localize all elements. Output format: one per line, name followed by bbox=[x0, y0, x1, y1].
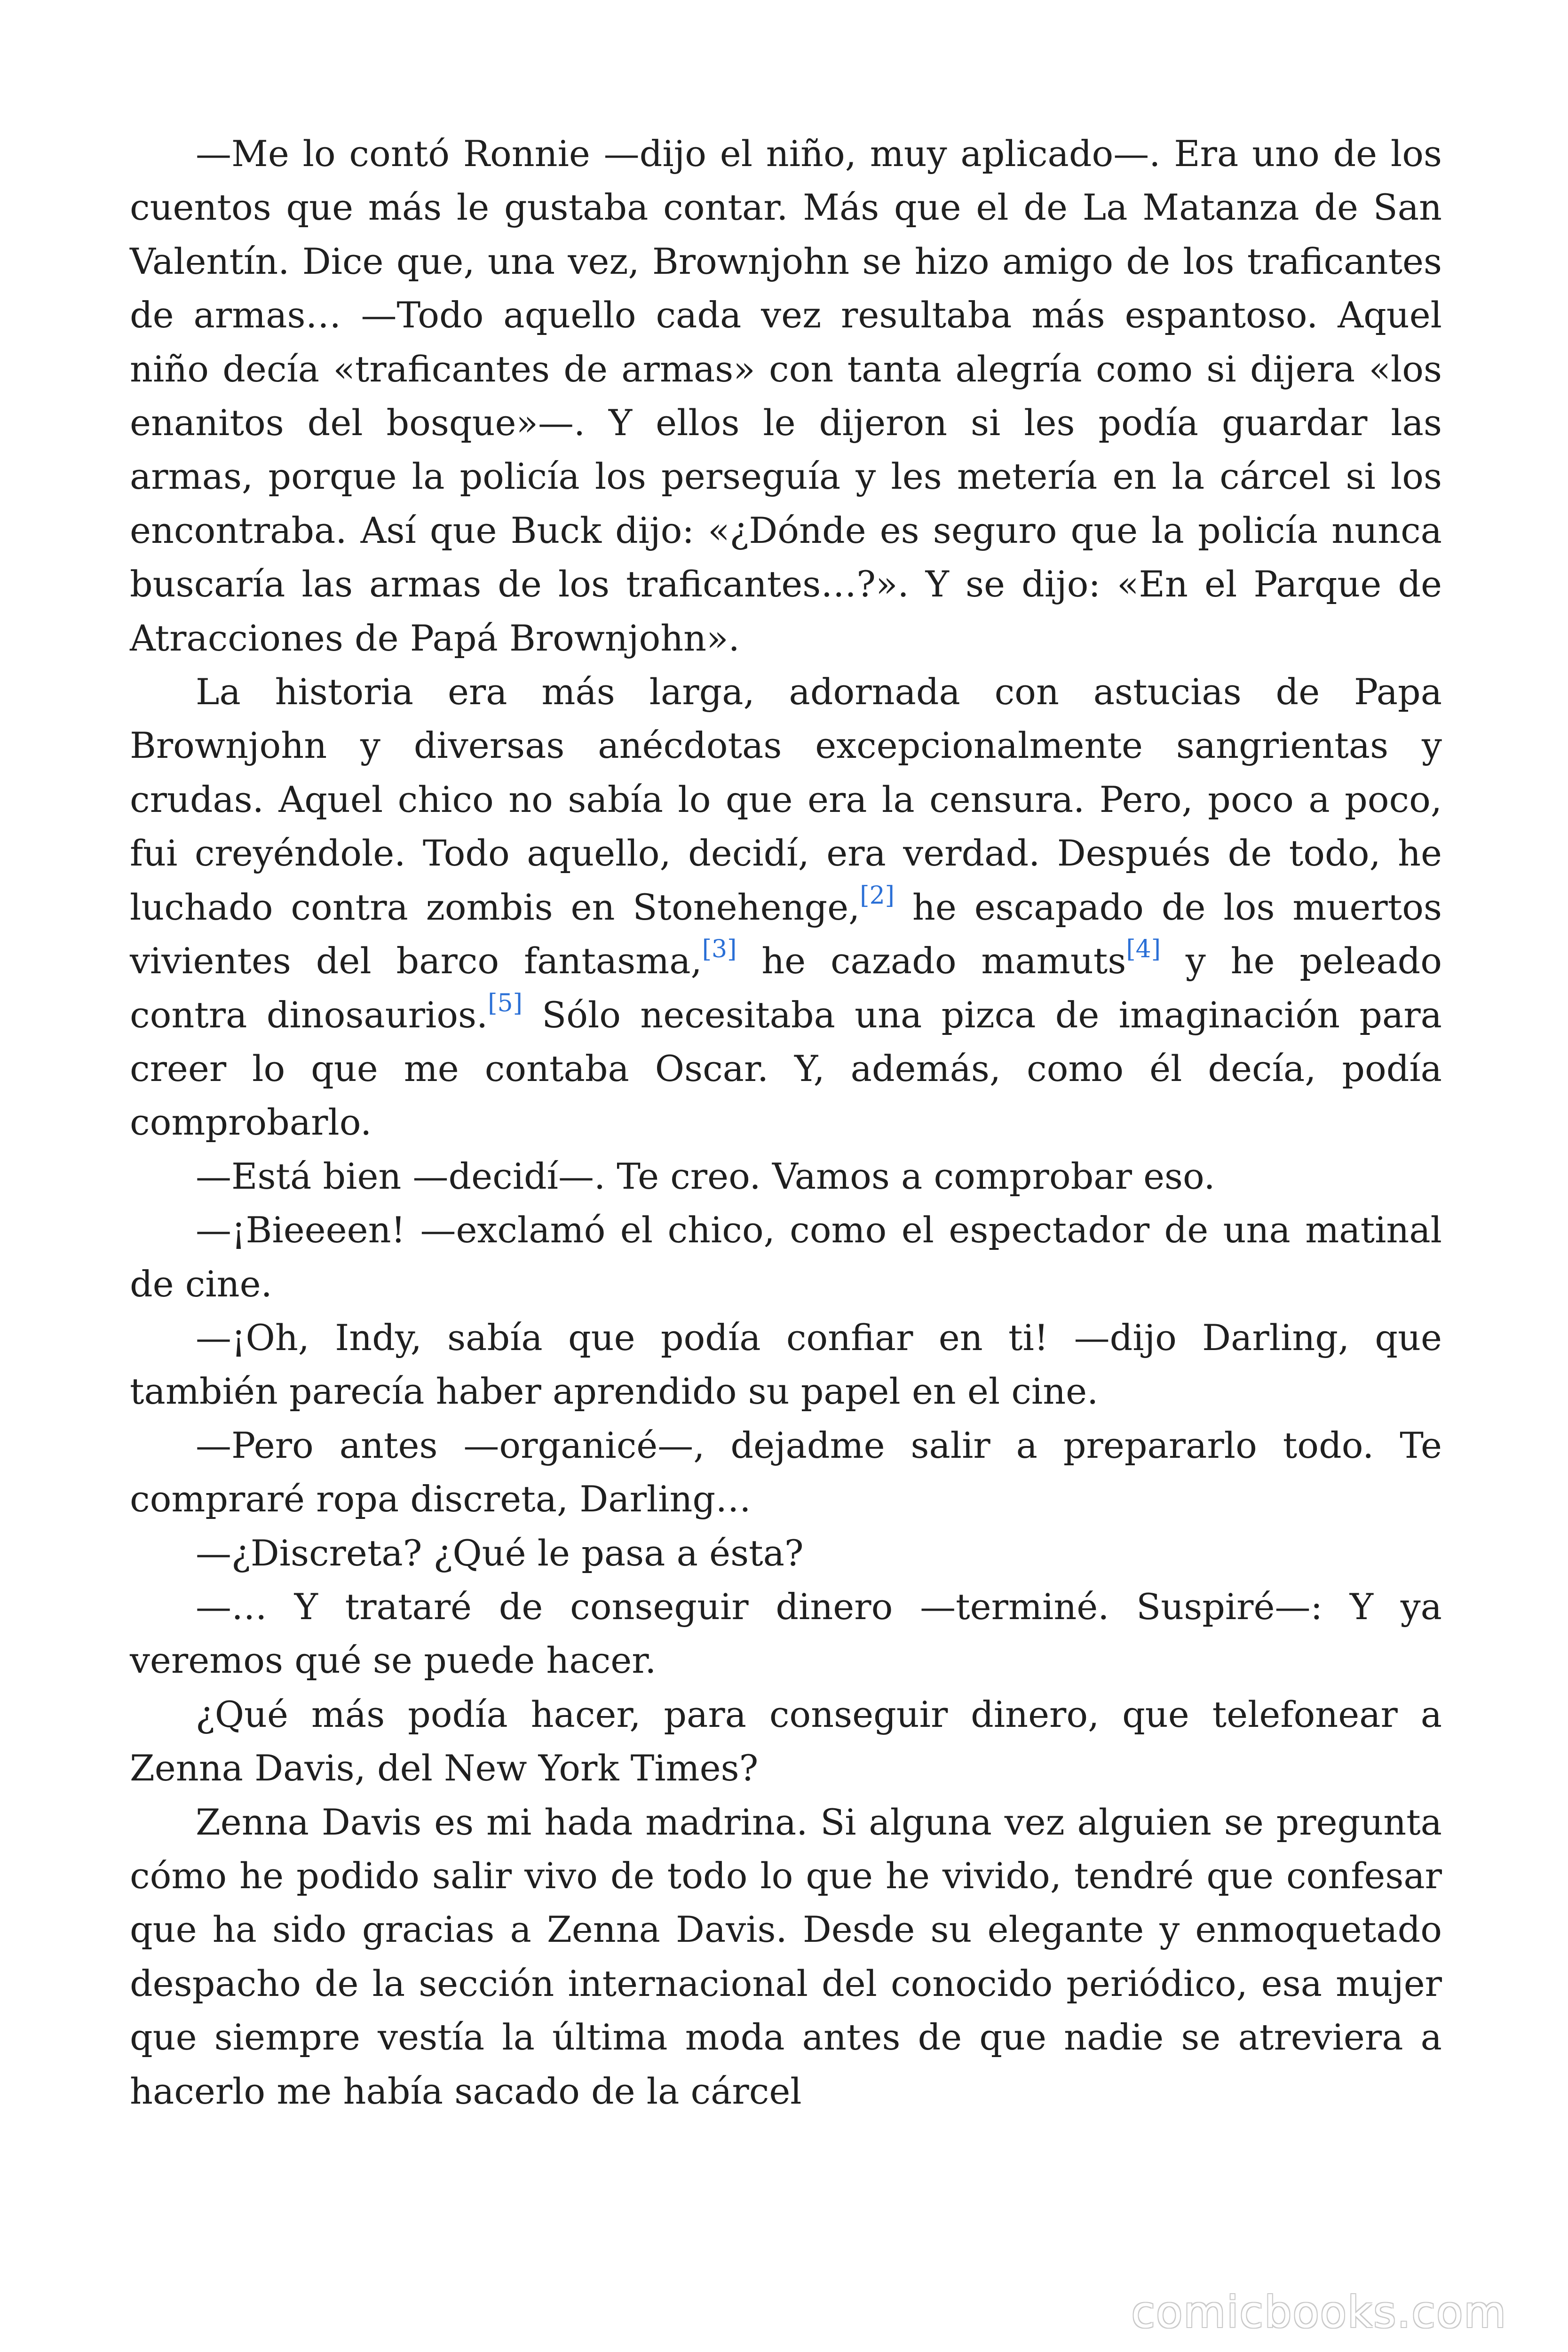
paragraph-text: —¡Bieeeen! —exclamó el chico, como el espectador de una matinal de cine. bbox=[130, 1209, 1442, 1305]
paragraph-2 bbox=[130, 665, 1442, 1150]
paragraph-4 bbox=[130, 1203, 1442, 1311]
footnote-link-5[interactable]: [5] bbox=[488, 989, 523, 1017]
paragraph-text: he escapado de los muertos vivientes del barco fantasma, bbox=[130, 886, 1442, 982]
paragraph-1 bbox=[130, 127, 1442, 665]
paragraph-3 bbox=[130, 1150, 1442, 1203]
paragraph-text: —¡Oh, Indy, sabía que podía confiar en ti! —dijo Darling, que también parecía haber aprendido su papel en el cine. bbox=[130, 1316, 1442, 1413]
watermark-text: comicbooks.com bbox=[1131, 2287, 1507, 2337]
paragraph-text: —Pero antes —organicé—, dejadme salir a prepararlo todo. Te compraré ropa discreta, Darling… bbox=[130, 1424, 1442, 1520]
paragraph-5 bbox=[130, 1311, 1442, 1419]
paragraph-text: La historia era más larga, adornada con astucias de Papa Brownjohn y diversas anécdotas excepcionalmente sangrientas y crudas. Aquel chico no sabía lo que era la censura. Pero, poco a poco, fui creyéndole. Todo aquello, decidí, era verdad. Después de todo, he luchado contra zombis en Stonehenge, bbox=[130, 671, 1442, 928]
footnote-link-3[interactable]: [3] bbox=[702, 935, 737, 964]
paragraph-text: Zenna Davis es mi hada madrina. Si alguna vez alguien se pregunta cómo he podido salir vivo de todo lo que he vivido, tendré que confesar que ha sido gracias a Zenna Davis. Desde su elegante y enmoquetado despacho de la sección internacional del conocido periódico, esa mujer que siempre vestía la última moda antes de que nadie se atreviera a hacerlo me había sacado de la cárcel bbox=[130, 1801, 1442, 2112]
paragraph-text: —… Y trataré de conseguir dinero —terminé. Suspiré—: Y ya veremos qué se puede hacer. bbox=[130, 1585, 1442, 1682]
paragraph-text: Sólo necesitaba una pizca de imaginación para creer lo que me contaba Oscar. Y, además, como él decía, podía comprobarlo. bbox=[130, 993, 1442, 1144]
paragraph-6 bbox=[130, 1419, 1442, 1526]
footnote-link-2[interactable]: [2] bbox=[860, 881, 895, 910]
paragraph-8 bbox=[130, 1580, 1442, 1688]
book-page-text bbox=[130, 127, 1442, 2118]
paragraph-text: y he peleado contra dinosaurios. bbox=[130, 940, 1442, 1036]
paragraph-text: ¿Qué más podía hacer, para conseguir dinero, que telefonear a Zenna Davis, del New York Times? bbox=[130, 1693, 1442, 1789]
paragraph-9 bbox=[130, 1688, 1442, 1796]
paragraph-7 bbox=[130, 1526, 1442, 1580]
paragraph-text: —Me lo contó Ronnie —dijo el niño, muy aplicado—. Era uno de los cuentos que más le gustaba contar. Más que el de La Matanza de San Valentín. Dice que, una vez, Brownjohn se hizo amigo de los traficantes de armas… —Todo aquello cada vez resultaba más espantoso. Aquel niño decía «traficantes de armas» con tanta alegría como si dijera «los enanitos del bosque»—. Y ellos le dijeron si les podía guardar las armas, porque la policía los perseguía y les metería en la cárcel si los encontraba. Así que Buck dijo: «¿Dónde es seguro que la policía nunca buscaría las armas de los traficantes…?». Y se dijo: «En el Parque de Atracciones de Papá Brownjohn». bbox=[130, 133, 1442, 659]
paragraph-text: he cazado mamuts bbox=[736, 940, 1126, 982]
paragraph-text: —¿Discreta? ¿Qué le pasa a ésta? bbox=[196, 1532, 804, 1574]
paragraph-10 bbox=[130, 1796, 1442, 2118]
footnote-link-4[interactable]: [4] bbox=[1126, 935, 1161, 964]
paragraph-text: —Está bien —decidí—. Te creo. Vamos a comprobar eso. bbox=[196, 1155, 1215, 1197]
